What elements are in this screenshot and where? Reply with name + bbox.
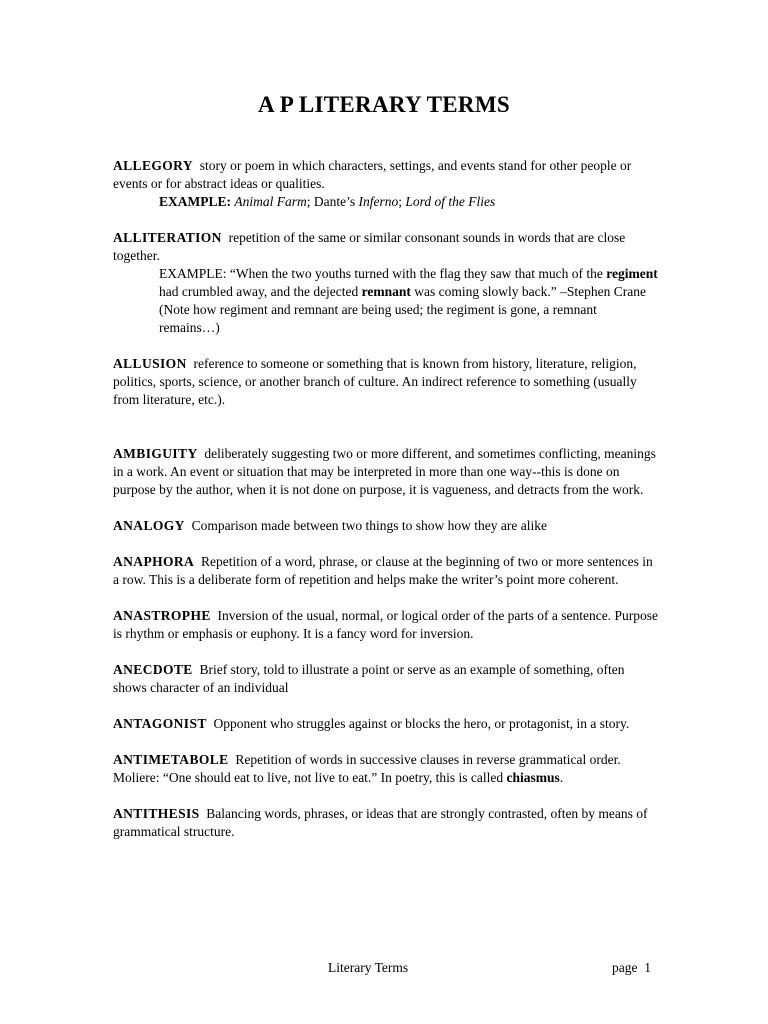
page-title: A P LITERARY TERMS	[258, 92, 510, 117]
term-analogy: ANALOGY	[113, 518, 185, 533]
definition-alliteration: repetition of the same or similar consonant sounds in words that are close together.	[113, 230, 626, 263]
example-text: had crumbled away, and the dejected	[159, 284, 362, 299]
entry-antimetabole	[113, 751, 658, 787]
allegory-definition-paragraph	[113, 157, 658, 193]
example-text: .	[559, 770, 564, 785]
example-separator: ;	[398, 194, 406, 209]
term-allegory: ALLEGORY	[113, 158, 193, 173]
term-allusion: ALLUSION	[113, 356, 187, 371]
entry-analogy	[113, 517, 658, 535]
example-bold-chiasmus: chiasmus	[506, 770, 560, 785]
entry-anaphora	[113, 553, 658, 589]
terms-list	[113, 157, 658, 859]
example-text: Moliere: “One should eat to live, not live to eat.” In poetry, this is called	[113, 770, 507, 785]
definition-antimetabole: Repetition of words in successive clauses in reverse grammatical order.	[235, 752, 621, 767]
entry-ambiguity	[113, 445, 658, 499]
definition-anaphora: Repetition of a word, phrase, or clause at the beginning of two or more sentences in a row. This is a deliberate form of repetition and helps make the writer’s point more coherent.	[113, 554, 653, 587]
entry-anastrophe	[113, 607, 658, 643]
definition-ambiguity: deliberately suggesting two or more different, and sometimes conflicting, meanings in a work. An event or situation that may be interpreted in more than one way--this is done on purpose by the author, when it is not done on purpose, it is vagueness, and detracts from the work.	[113, 446, 656, 497]
entry-alliteration	[113, 229, 658, 337]
definition-anastrophe: Inversion of the usual, normal, or logical order of the parts of a sentence. Purpose is rhythm or emphasis or euphony. It is a fancy word for inversion.	[113, 608, 659, 641]
example-alliteration	[159, 265, 658, 337]
antimetabole-definition-paragraph	[113, 751, 658, 769]
example-separator: ; Dante’s	[306, 194, 359, 209]
example-bold-regiment: regiment	[606, 266, 658, 281]
entry-allusion	[113, 355, 658, 409]
definition-anecdote: Brief story, told to illustrate a point or serve as an example of something, often shows character of an individual	[113, 662, 625, 695]
entry-antithesis	[113, 805, 658, 841]
example-label: EXAMPLE:	[159, 194, 231, 209]
term-anecdote: ANECDOTE	[113, 662, 193, 677]
example-allegory	[159, 193, 658, 211]
definition-analogy: Comparison made between two things to show how they are alike	[191, 518, 547, 533]
alliteration-definition-paragraph	[113, 229, 658, 265]
definition-antagonist: Opponent who struggles against or blocks the hero, or protagonist, in a story.	[213, 716, 630, 731]
definition-allusion: reference to someone or something that is known from history, literature, religion, politics, sports, science, or another branch of culture. An indirect reference to something (usually from literature, etc.).	[113, 356, 637, 407]
example-bold-remnant: remnant	[361, 284, 411, 299]
example-antimetabole	[113, 769, 658, 787]
example-text: EXAMPLE: “When the two youths turned with the flag they saw that much of the	[159, 266, 607, 281]
term-anaphora: ANAPHORA	[113, 554, 195, 569]
example-work-animal-farm: Animal Farm	[234, 194, 307, 209]
example-work-inferno: Inferno	[358, 194, 399, 209]
entry-anecdote	[113, 661, 658, 697]
entry-antagonist	[113, 715, 658, 733]
term-ambiguity: AMBIGUITY	[113, 446, 198, 461]
example-work-lord-of-the-flies: Lord of the Flies	[405, 194, 496, 209]
term-antimetabole: ANTIMETABOLE	[113, 752, 229, 767]
entry-allegory	[113, 157, 658, 211]
definition-allegory: story or poem in which characters, settings, and events stand for other people or events or for abstract ideas or qualities.	[113, 158, 632, 191]
term-anastrophe: ANASTROPHE	[113, 608, 211, 623]
term-antagonist: ANTAGONIST	[113, 716, 207, 731]
term-alliteration: ALLITERATION	[113, 230, 222, 245]
footer-document-name: Literary Terms	[328, 960, 409, 975]
footer-page-number: page 1	[612, 960, 651, 975]
example-text: was coming slowly back.” –Stephen Crane (Note how regiment and remnant are being used; the regiment is gone, a remnant remains…)	[159, 284, 646, 335]
definition-antithesis: Balancing words, phrases, or ideas that are strongly contrasted, often by means of grammatical structure.	[113, 806, 648, 839]
term-antithesis: ANTITHESIS	[113, 806, 200, 821]
